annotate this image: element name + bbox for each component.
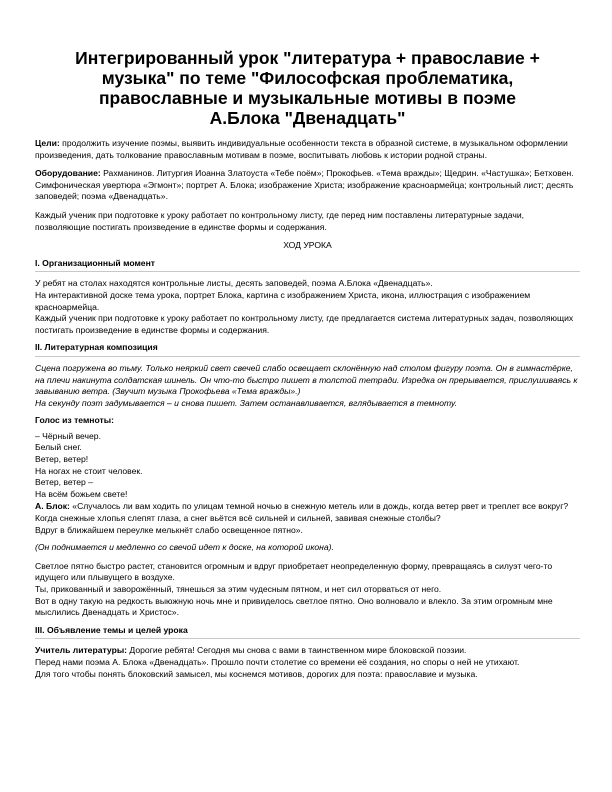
equipment-text: Рахманинов. Литургия Иоанна Златоуста «Тебе поём»; Прокофьев. «Тема вражды»; Щедрин. «Частушка»; Бетховен. Симфоническая увертюра «Эгмонт»; портрет А. Блока; изображение Христа; изображение красноармейца; контрольный лист; десять заповедей; поэма «Двенадцать». [35,168,574,202]
poem [35,431,580,501]
equipment-label: Оборудование: [35,168,101,179]
intro-paragraph: Каждый ученик при подготовке к уроку работает по контрольному листу, где перед ним поставлены литературные задачи, позволяющие постигать произведение в единстве формы и содержания. [35,209,525,232]
section-heading: III. Объявление темы и целей урока [35,625,580,640]
section-heading: II. Литературная композиция [35,342,580,357]
title-line: православные и музыкальные мотивы в поэме [98,88,516,108]
section1-line: Каждый ученик при подготовке к уроку работает по контрольному листу, где предлагается система литературных задач, позволяющих постигать произведение в единстве формы и содержания. [35,313,574,335]
stage-directions [35,363,580,409]
title-line: А.Блока "Двенадцать" [209,108,406,128]
stage-note: (Он поднимается и медленно со свечой идет к доске, на которой икона). [35,542,334,553]
continuation-line: Вот в одну такую на редкость выюжную ночь мне и привиделось светлое пятно. Оно волновало и влекло. За этим огромным мне мыслились Двенадцать и Христос». [35,595,553,618]
section-heading: I. Организационный момент [35,258,580,273]
section3-body [35,645,580,680]
page-title [35,48,580,128]
stage-line: Сцена погружена во тьму. Только неяркий свет свечей слабо освещает склонённую над столом фигуру поэта. Он в гимнастёрке, на плечи накинута солдатская шинель. Он что-то быстро пишет в толстой тетради. Изредка он прерывается, прислушиваясь к завыванию ветра. (Звучит музыка Прокофьева «Тема вражды».) [35,362,578,397]
continuation-line: Ты, прикованный и заворожённый, тянешься за этим чудесным пятном, и нет сил оторваться от него. [35,584,442,594]
lesson-heading: ХОД УРОКА [283,240,332,251]
section1-line: У ребят на столах находятся контрольные листы, десять заповедей, поэма А.Блока «Двенадцать». [35,278,433,289]
goals-paragraph [35,138,580,161]
blok-label: А. Блок: [35,501,70,512]
teacher-text: Дорогие ребята! Сегодня мы снова с вами в таинственном мире блоковской поэзии. [127,645,467,656]
section1-line: На интерактивной доске тема урока, портрет Блока, картина с изображением Христа, икона, иллюстрация с изображением красноармейца. [35,289,531,312]
document-page [35,48,580,680]
poem-line: Ветер, ветер! [35,454,89,465]
blok-text: «Случалось ли вам ходить по улицам темной ночью в снежную метель или в дождь, когда ветер рвет и треплет все вокруг? Когда снежные хлопья слепят глаза, а снег вьётся всё сильней и сильней, завивая снежные столбы? [35,501,569,524]
section1-body [35,278,580,336]
poem-line: – Чёрный вечер. [35,430,101,441]
voice-heading: Голос из темноты: [35,415,114,426]
goals-label: Цели: [35,138,60,148]
section3-line: Для того чтобы понять блоковский замысел, мы коснемся мотивов, дорогих для поэта: православие и музыка. [35,668,478,679]
stage-line: На секунду поэт задумывается – и снова пишет. Затем останавливается, вглядывается в темноту. [35,397,458,408]
title-line: Интегрированный урок "литература + православие + [75,48,540,68]
poem-line: На ногах не стоит человек. [35,465,143,476]
goals-text: продолжить изучение поэмы, выявить индивидуальные особенности текста в образной системе, в музыкальном оформлении произведения, дать толкование православным мотивам в поэме, воспитывать любовь к истории родной страны. [35,138,568,160]
section3-line: Перед нами поэма А. Блока «Двенадцать». Прошло почти столетие со времени её создания, но споры о ней не утихают. [35,656,520,667]
blok-text-2: Вдруг в ближайшем переулке мелькнёт слабо освещенное пятно». [35,524,303,535]
continuation [35,561,580,619]
equipment-paragraph [35,168,580,203]
teacher-label: Учитель литературы: [35,645,128,656]
poem-line: На всём божьем свете! [35,488,128,499]
poem-line: Белый снег. [35,442,82,453]
poem-line: Ветер, ветер – [35,477,93,488]
blok-speech [35,501,580,536]
continuation-line: Светлое пятно быстро растет, становится огромным и вдруг приобретает неопределенную форму, превращаясь в силуэт чего-то идущего или плывущего в воздухе. [35,560,553,583]
title-line: музыка" по теме "Философская проблематика, [101,68,514,88]
